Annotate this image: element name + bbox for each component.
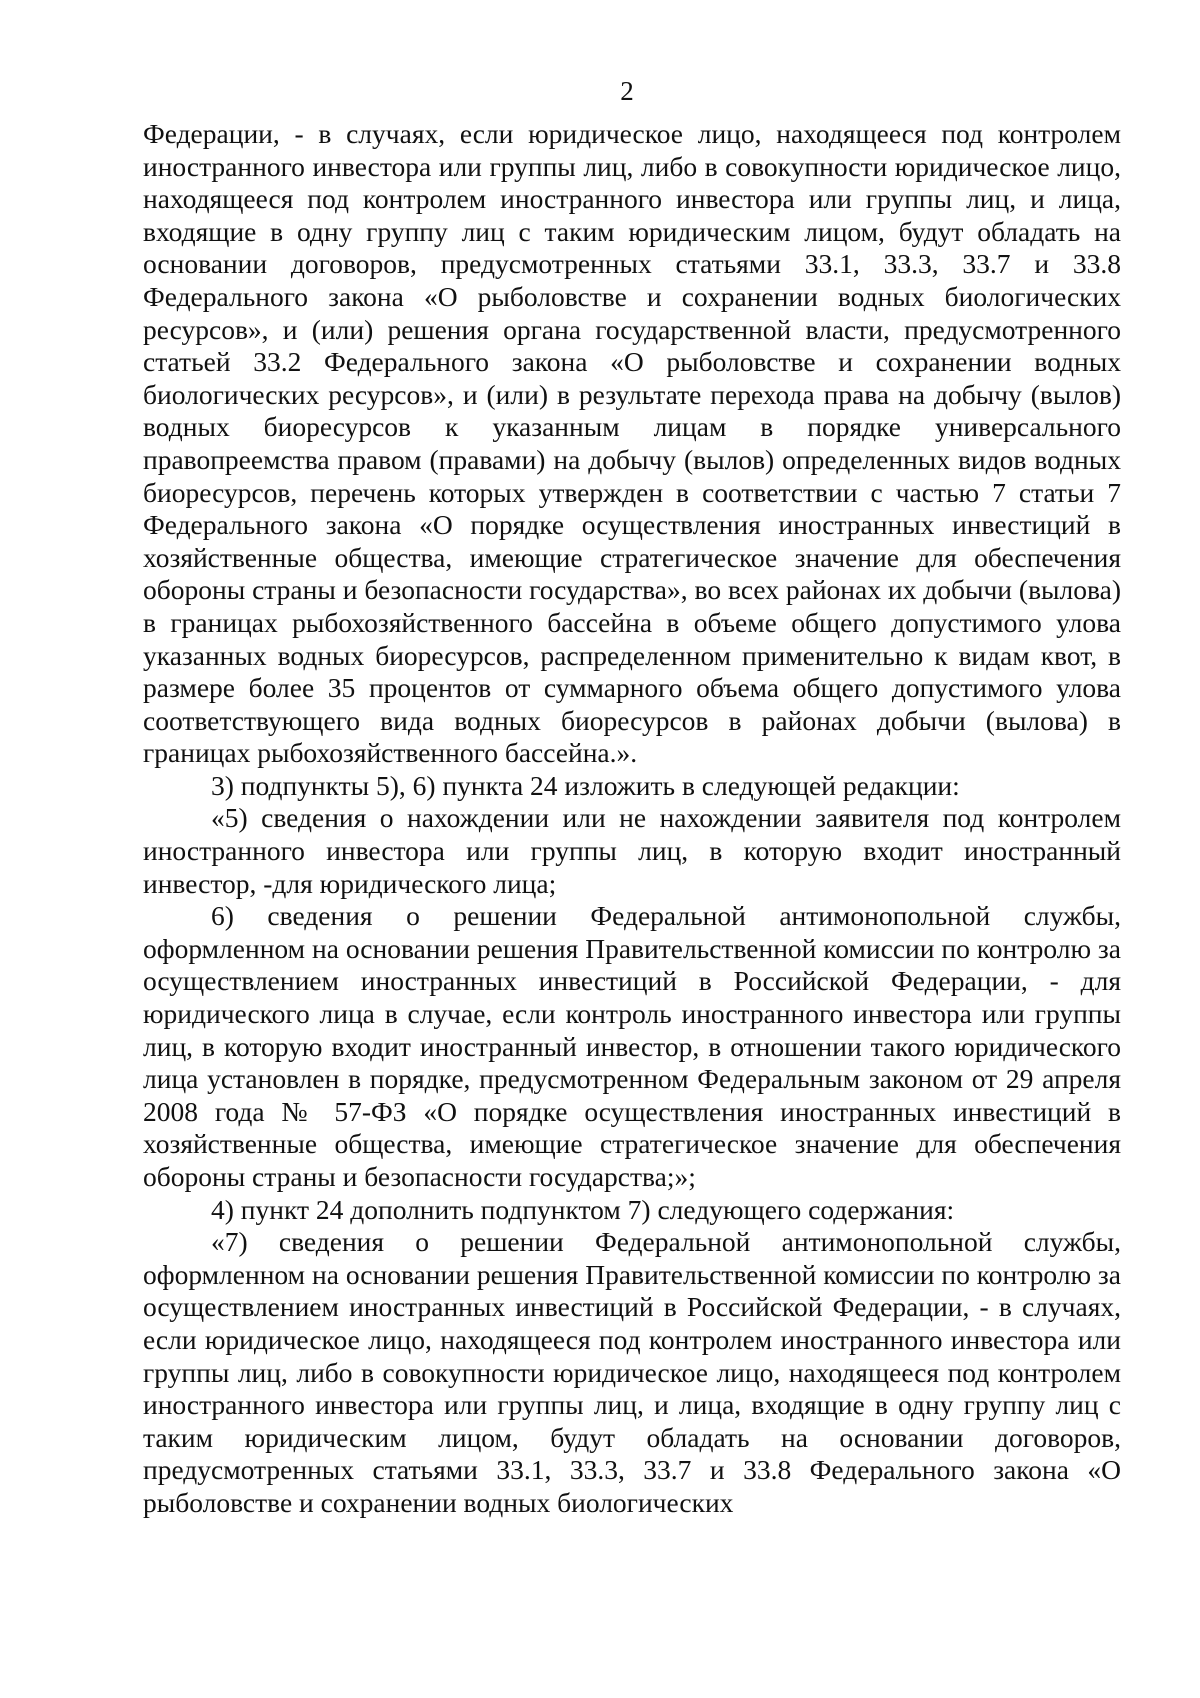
paragraph-continuation: Федерации, - в случаях, если юридическое лицо, находящееся под контролем иностранного инвестора или группы лиц, либо в совокупности юридическое лицо, находящееся под контролем иностранного инвестора или группы лиц, и лица, входящие в одну группу лиц с таким юридическим лицом, будут обладать на основании договоров, предусмотренных статьями 33.1, 33.3, 33.7 и 33.8 Федерального закона «О рыболовстве и сохранении водных биологических ресурсов», и (или) решения органа государственной власти, предусмотренного статьей 33.2 Федерального закона «О рыболовстве и сохранении водных биологических ресурсов», и (или) в результате перехода права на добычу (вылов) водных биоресурсов к указанным лицам в порядке универсального правопреемства правом (правами) на добычу (вылов) определенных видов водных биоресурсов, перечень которых утвержден в соответствии с частью 7 статьи 7 Федерального закона «О порядке осуществления иностранных инвестиций в хозяйственные общества, имеющие стратегическое значение для обеспечения обороны страны и безопасности государства», во всех районах их добычи (вылова) в границах рыбохозяйственного бассейна в объеме общего допустимого улова указанных водных биоресурсов, распределенном применительно к видам квот, в размере более 35 процентов от суммарного объема общего допустимого улова соответствующего вида водных биоресурсов в районах добычи (вылова) в границах рыбохозяйственного бассейна.». <box>143 118 1121 769</box>
document-body <box>143 118 1121 1520</box>
paragraph-subitem-5: «5) сведения о нахождении или не нахождении заявителя под контролем иностранного инвестора или группы лиц, в которую входит иностранный инвестор, -для юридического лица; <box>143 802 1121 899</box>
paragraph-subitem-7: «7) сведения о решении Федеральной антимонопольной службы, оформленном на основании решения Правительственной комиссии по контролю за осуществлением иностранных инвестиций в Российской Федерации, - в случаях, если юридическое лицо, находящееся под контролем иностранного инвестора или группы лиц, либо в совокупности юридическое лицо, находящееся под контролем иностранного инвестора или группы лиц, и лица, входящие в одну группу лиц с таким юридическим лицом, будут обладать на основании договоров, предусмотренных статьями 33.1, 33.3, 33.7 и 33.8 Федерального закона «О рыболовстве и сохранении водных биологических <box>143 1226 1121 1518</box>
page-number: 2 <box>620 76 634 106</box>
paragraph-subitem-6: 6) сведения о решении Федеральной антимонопольной службы, оформленном на основании решения Правительственной комиссии по контролю за осуществлением иностранных инвестиций в Российской Федерации, - для юридического лица в случае, если контроль иностранного инвестора или группы лиц, в которую входит иностранный инвестор, в отношении такого юридического лица установлен в порядке, предусмотренном Федеральным законом от 29 апреля 2008 года № 57-ФЗ «О порядке осуществления иностранных инвестиций в хозяйственные общества, имеющие стратегическое значение для обеспечения обороны страны и безопасности государства;»; <box>143 900 1121 1192</box>
paragraph-item-4: 4) пункт 24 дополнить подпунктом 7) следующего содержания: <box>211 1193 955 1225</box>
paragraph-item-3: 3) подпункты 5), 6) пункта 24 изложить в следующей редакции: <box>211 769 960 801</box>
